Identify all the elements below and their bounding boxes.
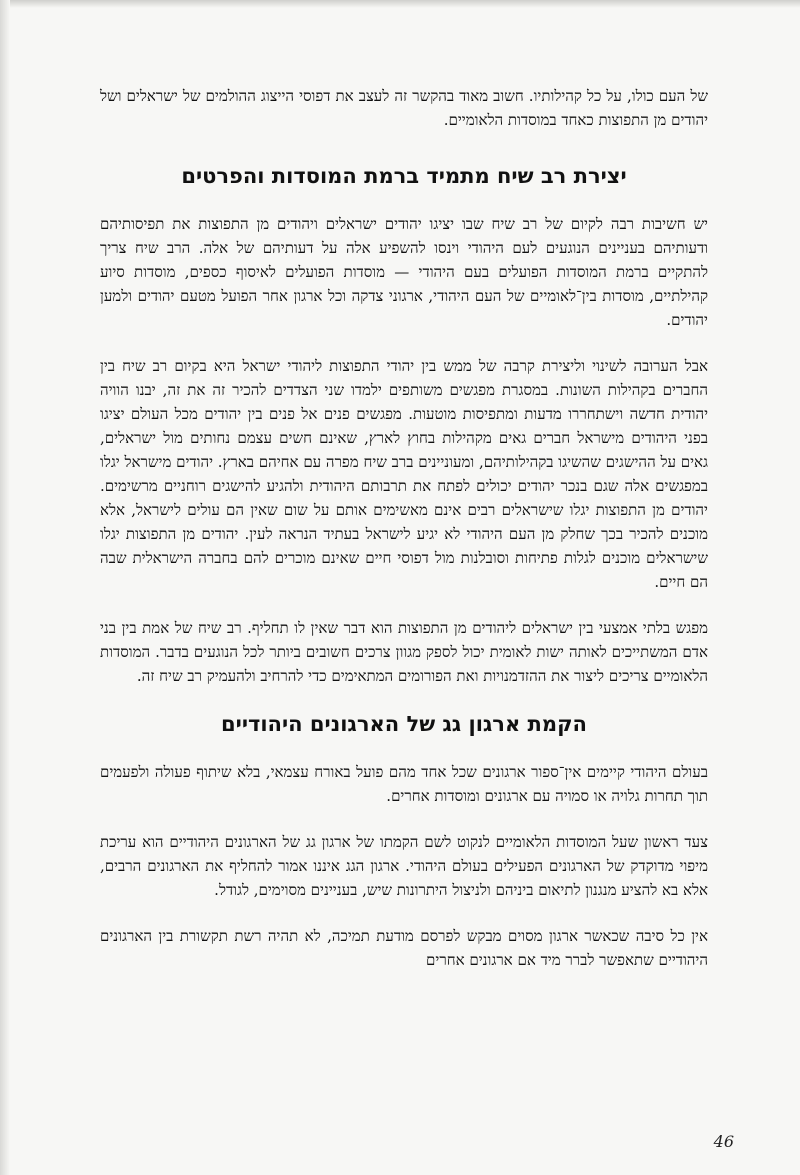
- scan-edge-top: [0, 0, 800, 8]
- paragraph: יש חשיבות רבה לקיום של רב שיח שבו יציגו יהודים ישראלים ויהודים מן התפוצות את תפיסותיהם ודעותיהם בעניינים הנוגעים לעם היהודי וינסו להשפיע אלה על דעותיהם של אלה. הרב שיח צריך להתקיים ברמת המוסדות הפועלים בעם היהודי — מוסדות הפועלים לאיסוף כספים, מוסדות סיוע קהילתיים, מוסדות בין־לאומיים של העם היהודי, ארגוני צדקה וכל ארגון אחר הפועל מטעם יהודים ולמען יהודים.: [100, 215, 708, 329]
- paragraph: צעד ראשון שעל המוסדות הלאומיים לנקוט לשם הקמתו של ארגון גג של הארגונים היהודיים הוא עריכת מיפוי מדוקדק של הארגונים הפעילים בעולם היהודי. ארגון הגג איננו אמור להחליף את הארגונים הרבים, אלא בא להציע מנגנון לתיאום ביניהם ולניצול היתרונות שיש, בעניינים מסוימים, לגודל.: [100, 833, 708, 899]
- paragraph: אבל הערובה לשינוי וליצירת קרבה של ממש בין יהודי התפוצות ליהודי ישראל היא בקיום רב שיח בין החברים בקהילות השונות. במסגרת מפגשים משותפים ילמדו שני הצדדים להכיר זה את זה, יבנו הוויה יהודית חדשה וישתחררו מדעות ומתפיסות מוטעות. מפגשים פנים אל פנים בין יהודים מכל העולם יציגו בפני היהודים מישראל חברים גאים מקהילות בחוץ לארץ, שאינם חשים עצמם נחותים מול ישראלים, גאים על ההישגים שהשיגו בקהילותיהם, ומעוניינים ברב שיח מפרה עם אחיהם בארץ. יהודים מישראל יגלו במפגשים אלה שגם בנכר יהודים יכולים לפתח את תרבותם היהודית ולהגיע להישגים רוחניים מרשימים. יהודים מן התפוצות יגלו שישראלים רבים אינם מאשימים אותם על שום שאין הם עולים לישראל, אלא מוכנים להכיר בכך שחלק מן העם היהודי לא יגיע לישראל בעתיד הנראה לעין. יהודים מן התפוצות יגלו שישראלים מוכנים לגלות פתיחות וסובלנות מול דפוסי חיים שאינם מוכרים להם בחברה הישראלית שבה הם חיים.: [100, 357, 708, 591]
- page-content: [100, 84, 708, 994]
- continuation-paragraph: של העם כולו, על כל קהילותיו. חשוב מאוד בהקשר זה לעצב את דפוסי הייצוג ההולמים של ישראלים ושל יהודים מן התפוצות כאחד במוסדות הלאומיים.: [100, 87, 708, 129]
- section-heading-umbrella-organization: הקמת ארגון גג של הארגונים היהודיים: [221, 712, 587, 736]
- scan-edge-left: [0, 0, 10, 1175]
- section-heading-dialogue: יצירת רב שיח מתמיד ברמת המוסדות והפרטים: [181, 164, 627, 188]
- page-number: 46: [713, 1132, 734, 1151]
- paragraph: אין כל סיבה שכאשר ארגון מסוים מבקש לפרסם מודעת תמיכה, לא תהיה רשת תקשורת בין הארגונים היהודיים שתאפשר לברר מיד אם ארגונים אחרים: [100, 927, 708, 969]
- paragraph: בעולם היהודי קיימים אין־ספור ארגונים שכל אחד מהם פועל באורח עצמאי, בלא שיתוף פעולה ולפעמים תוך תחרות גלויה או סמויה עם ארגונים ומוסדות אחרים.: [100, 763, 708, 805]
- paragraph: מפגש בלתי אמצעי בין ישראלים ליהודים מן התפוצות הוא דבר שאין לו תחליף. רב שיח של אמת בין בני אדם המשתייכים לאותה ישות לאומית יכול לספק מגוון צרכים חשובים ביותר לכל הנוגעים בדבר. המוסדות הלאומיים צריכים ליצור את ההזדמנויות ואת הפורומים המתאימים כדי להרחיב ולהעמיק רב שיח זה.: [100, 619, 708, 685]
